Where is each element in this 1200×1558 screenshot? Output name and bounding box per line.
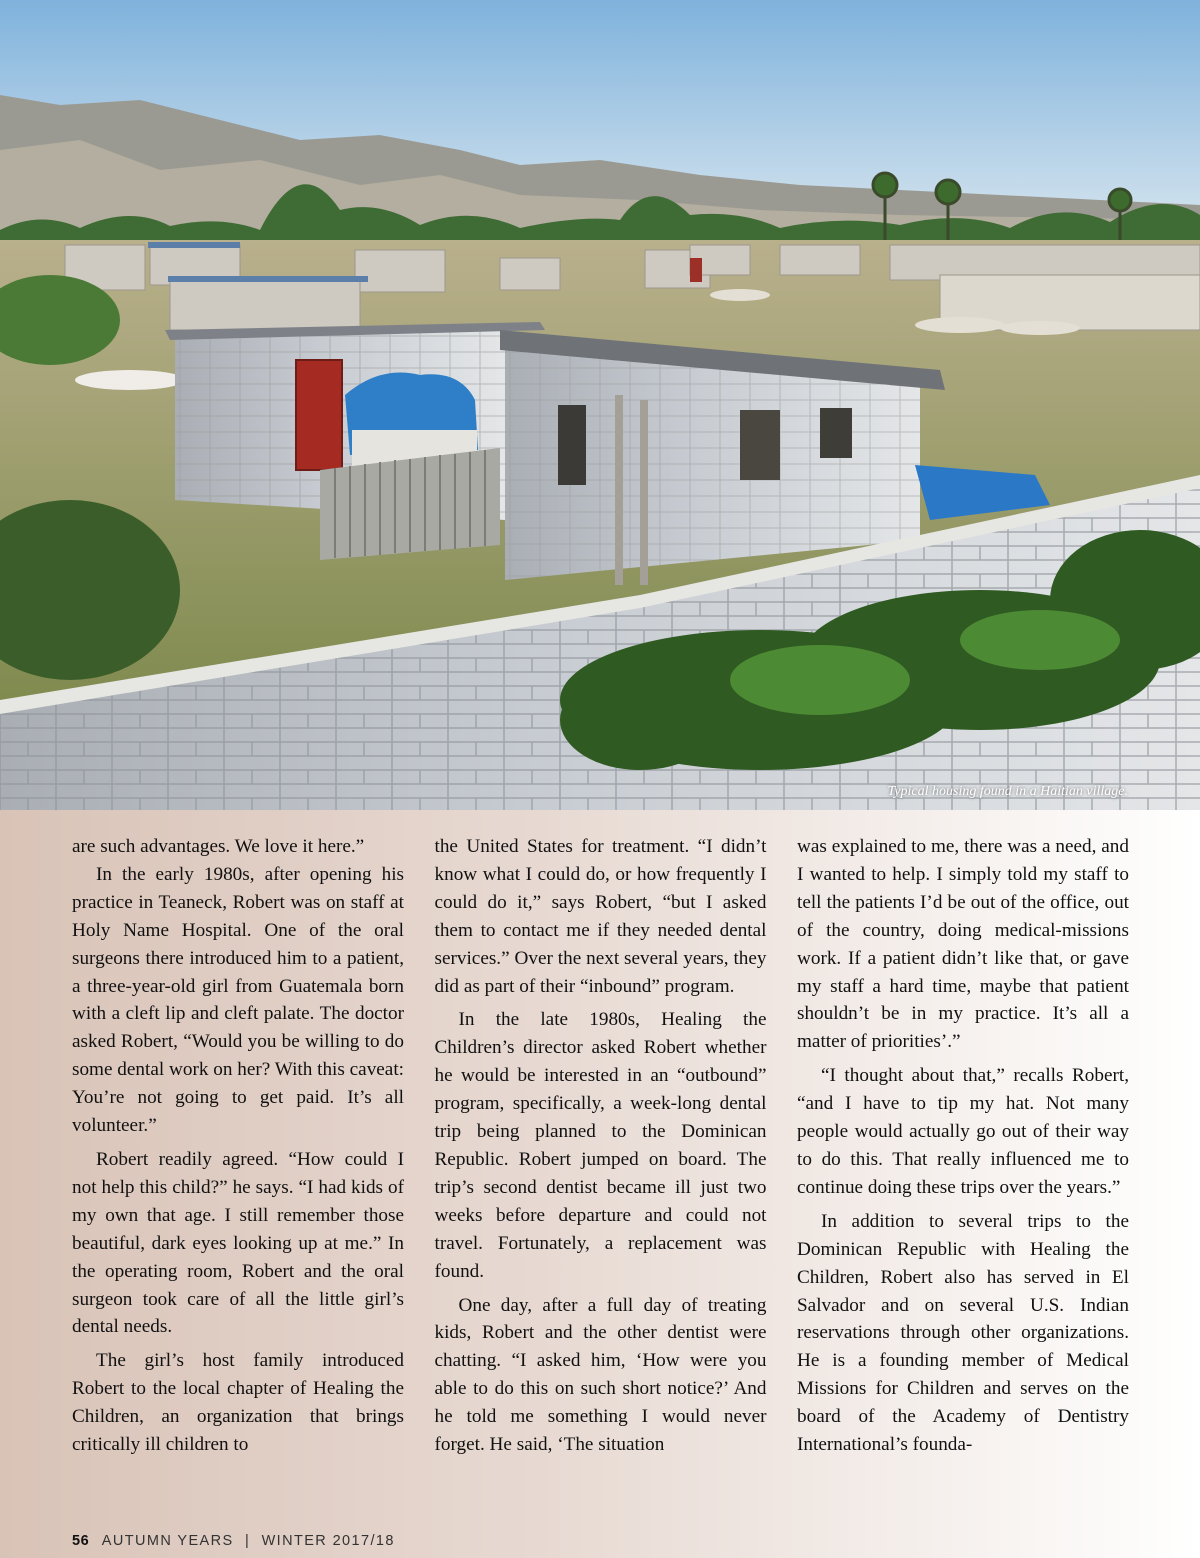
paragraph: are such advantages. We love it here.” [72, 836, 365, 857]
paragraph: The girl’s host family introduced Robert to the local chapter of Healing the Children, an organization that brings critically ill children to [72, 1350, 404, 1456]
paragraph: In the late 1980s, Healing the Children’s director asked Robert whether he would be interested in an “outbound” program, specifically, a week-long dental trip being planned to the Dominican Republic. Robert jumped on board. The trip’s second dentist became ill just two weeks before departure and could not travel. Fortunately, a replacement was found. [434, 1009, 767, 1282]
page-footer [72, 1533, 395, 1549]
paragraph: the United States for treatment. “I didn’t know what I could do, or how frequently I could do it,” says Robert, “but I asked them to contact me if they needed dental services.” Over the next several years, they did as part of their “inbound” program. [434, 836, 767, 997]
footer-separator: | [244, 1533, 251, 1549]
paragraph: was explained to me, there was a need, and I wanted to help. I simply told my staff to tell the patients I’d be out of the office, out of the country, doing medical-missions work. If a patient didn’t like that, or gave my staff a hard time, maybe that patient shouldn’t be in my practice. It’s all a matter of priorities’.” [797, 836, 1129, 1053]
article-body [72, 833, 1129, 1483]
article-column-1 [72, 833, 404, 1483]
publication-name: AUTUMN YEARS [101, 1533, 234, 1549]
paragraph: “I thought about that,” recalls Robert, “and I have to tip my hat. Not many people would actually go out of their way to do this. That really influenced me to continue doing these trips over the years.” [797, 1065, 1129, 1198]
paragraph: Robert readily agreed. “How could I not help this child?” he says. “I had kids of my own that age. I still remember those beautiful, dark eyes looking up at me.” In the operating room, Robert and the oral surgeon took care of all the little girl’s dental needs. [72, 1148, 404, 1338]
page-number: 56 [72, 1533, 90, 1549]
paragraph: In the early 1980s, after opening his practice in Teaneck, Robert was on staff at Holy Name Hospital. One of the oral surgeons there introduced him to a patient, a three-year-old girl from Guatemala born with a cleft lip and cleft palate. The doctor asked Robert, “Would you be willing to do some dental work on her? With this caveat: You’re not going to get paid. It’s all volunteer.” [72, 863, 404, 1137]
paragraph: One day, after a full day of treating kids, Robert and the other dentist were chatting. “I asked him, ‘How were you able to do this on such short notice?’ And he told me something I would never forget. He said, ‘The situation [434, 1294, 767, 1456]
article-column-3 [797, 833, 1129, 1483]
issue-date: WINTER 2017/18 [261, 1533, 395, 1549]
photo-caption: Typical housing found in a Haitian village. [887, 784, 1128, 799]
article-column-2 [435, 833, 767, 1483]
paragraph: In addition to several trips to the Dominican Republic with Healing the Children, Robert also has served in El Salvador and on several U.S. Indian reservations through other organizations. He is a founding member of Medical Missions for Children and serves on the board of the Academy of Dentistry International’s founda- [797, 1210, 1129, 1456]
